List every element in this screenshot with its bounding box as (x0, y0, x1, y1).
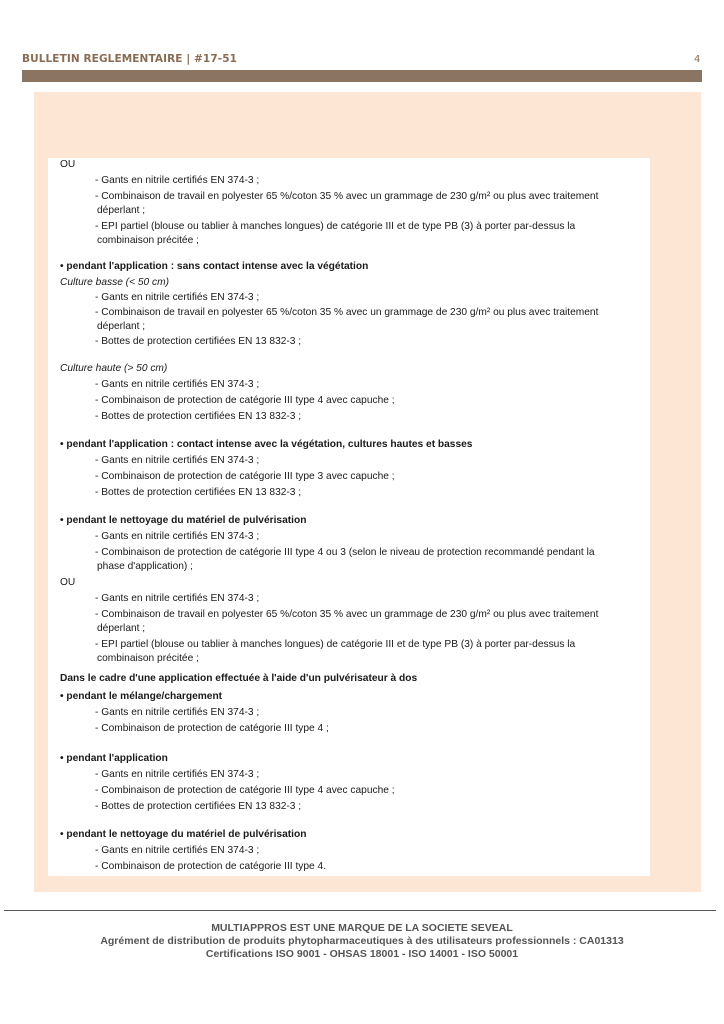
text-line: - Combinaison de travail en polyester 65 %/coton 35 % avec un grammage de 230 g/m² ou plus avec traitement (95, 191, 599, 202)
text-line: OU (60, 577, 76, 588)
text-line: - Gants en nitrile certifiés EN 374-3 ; (95, 379, 260, 390)
header-bar (22, 70, 702, 82)
text-line: - Gants en nitrile certifiés EN 374-3 ; (95, 531, 260, 542)
text-line: - Combinaison de protection de catégorie III type 4 ; (95, 723, 329, 734)
text-line: - Combinaison de protection de catégorie III type 4 ou 3 (selon le niveau de protection recommandé pendant la (95, 547, 595, 558)
text-line: • pendant l'application : contact intense avec la végétation, cultures hautes et basses (60, 439, 473, 450)
text-line: - Gants en nitrile certifiés EN 374-3 ; (95, 292, 260, 303)
text-line: - Bottes de protection certifiées EN 13 832-3 ; (95, 801, 302, 812)
text-line: - Gants en nitrile certifiés EN 374-3 ; (95, 769, 260, 780)
header-title: BULLETIN REGLEMENTAIRE | #17-51 (22, 53, 238, 65)
text-line: - EPI partiel (blouse ou tablier à manches longues) de catégorie III et de type PB (3) à porter par-dessus la (95, 639, 576, 650)
footer-agreement: Agrément de distribution de produits phytopharmaceutiques à des utilisateurs professionnels : CA01313 (100, 935, 624, 947)
text-line: combinaison précitée ; (97, 653, 199, 664)
text-line: - Combinaison de protection de catégorie III type 3 avec capuche ; (95, 471, 395, 482)
text-line: - Bottes de protection certifiées EN 13 832-3 ; (95, 336, 302, 347)
text-line: - Combinaison de protection de catégorie III type 4 avec capuche ; (95, 395, 395, 406)
text-line: - Gants en nitrile certifiés EN 374-3 ; (95, 845, 260, 856)
text-line: - Combinaison de protection de catégorie III type 4. (95, 861, 327, 872)
text-line: - Bottes de protection certifiées EN 13 832-3 ; (95, 411, 302, 422)
text-line: - Bottes de protection certifiées EN 13 832-3 ; (95, 487, 302, 498)
document-content (48, 158, 650, 876)
text-line: Culture haute (> 50 cm) (60, 363, 168, 374)
text-line: déperlant ; (97, 321, 146, 332)
text-line: déperlant ; (97, 623, 146, 634)
text-line: - Gants en nitrile certifiés EN 374-3 ; (95, 455, 260, 466)
footer-company: MULTIAPPROS EST UNE MARQUE DE LA SOCIETE SEVEAL (211, 922, 513, 934)
text-line: Culture basse (< 50 cm) (60, 277, 169, 288)
text-line: - Combinaison de protection de catégorie III type 4 avec capuche ; (95, 785, 395, 796)
footer-certifications: Certifications ISO 9001 - OHSAS 18001 - ISO 14001 - ISO 50001 (205, 948, 519, 960)
text-line: • pendant l'application (60, 753, 168, 764)
text-line: combinaison précitée ; (97, 235, 199, 246)
text-line: déperlant ; (97, 205, 146, 216)
text-line: • pendant le nettoyage du matériel de pulvérisation (60, 829, 307, 840)
text-line: Dans le cadre d'une application effectuée à l'aide d'un pulvérisateur à dos (60, 673, 418, 684)
page-number: 4 (694, 54, 701, 65)
text-line: phase d'application) ; (97, 561, 193, 572)
text-line: • pendant le mélange/chargement (60, 691, 223, 702)
text-line: - Gants en nitrile certifiés EN 374-3 ; (95, 707, 260, 718)
text-line: - Combinaison de travail en polyester 65 %/coton 35 % avec un grammage de 230 g/m² ou plus avec traitement (95, 609, 599, 620)
text-line: - Gants en nitrile certifiés EN 374-3 ; (95, 175, 260, 186)
text-line: • pendant l'application : sans contact intense avec la végétation (60, 261, 369, 272)
text-line: OU (60, 159, 76, 170)
text-line: • pendant le nettoyage du matériel de pulvérisation (60, 515, 307, 526)
text-line: - Combinaison de travail en polyester 65 %/coton 35 % avec un grammage de 230 g/m² ou plus avec traitement (95, 307, 599, 318)
text-line: - Gants en nitrile certifiés EN 374-3 ; (95, 593, 260, 604)
text-line: - EPI partiel (blouse ou tablier à manches longues) de catégorie III et de type PB (3) à porter par-dessus la (95, 221, 576, 232)
footer-rule (4, 910, 716, 911)
